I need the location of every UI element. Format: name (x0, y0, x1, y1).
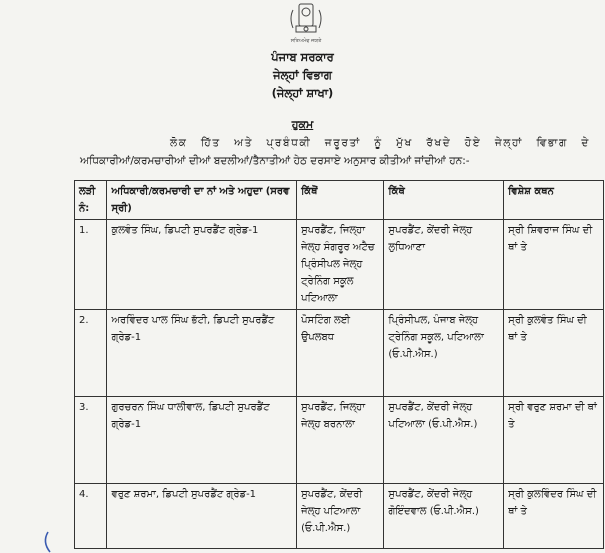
cell-name: ਕੁਲਵੰਤ ਸਿੰਘ, ਡਿਪਟੀ ਸੁਪਰਡੈਂਟ ਗ੍ਰੇਡ-1 (107, 220, 297, 310)
government-title: ਪੰਜਾਬ ਸਰਕਾਰ (271, 50, 334, 64)
cell-name: ਵਰੁਣ ਸ਼ਰਮਾ, ਡਿਪਟੀ ਸੁਪਰਡੈਂਟ ਗ੍ਰੇਡ-1 (107, 484, 297, 549)
branch-title: (ਜੇਲ੍ਹਾਂ ਸ਼ਾਖਾ) (271, 86, 334, 100)
cell-from: ਸੁਪਰਡੈਂਟ, ਜਿਲ੍ਹਾ ਜੇਲ੍ਹ ਸੰਗਰੂਰ ਅਟੈਚ ਪ੍ਰਿੰਸੀਪਲ ਜੇਲ੍ਹ ਟ੍ਰੇਨਿੰਗ ਸਕੂਲ ਪਟਿਆਲਾ (297, 220, 384, 310)
svg-text:ਸਤਿਅਮੇਵ ਜਯਤੇ: ਸਤਿਅਮੇਵ ਜਯਤੇ (290, 38, 322, 44)
header-remarks: ਵਿਸ਼ੇਸ਼ ਕਥਨ (504, 181, 604, 220)
header-to: ਕਿੱਥੇ (384, 181, 504, 220)
transfer-table (74, 180, 604, 549)
header-name: ਅਧਿਕਾਰੀ/ਕਰਮਚਾਰੀ ਦਾ ਨਾਂ ਅਤੇ ਅਹੁਦਾ (ਸਰਵ ਸ੍ਰੀ) (107, 181, 297, 220)
table-row (75, 220, 604, 310)
table-header-row (75, 181, 604, 220)
cell-serial: 4. (75, 484, 107, 549)
pen-mark-icon (40, 530, 80, 553)
cell-from: ਸੁਪਰਡੈਂਟ, ਜਿਲ੍ਹਾ ਜੇਲ੍ਹ ਬਰਨਾਲਾ (297, 397, 384, 484)
cell-serial: 2. (75, 310, 107, 397)
cell-serial: 3. (75, 397, 107, 484)
table-row (75, 397, 604, 484)
cell-to: ਪ੍ਰਿੰਸੀਪਲ, ਪੰਜਾਬ ਜੇਲ੍ਹ ਟ੍ਰੇਨਿੰਗ ਸਕੂਲ, ਪਟਿਆਲਾ (ਓ.ਪੀ.ਐਸ.) (384, 310, 504, 397)
cell-remarks: ਸ੍ਰੀ ਕੁਲਵੰਤ ਸਿੰਘ ਦੀ ਥਾਂ ਤੇ (504, 310, 604, 397)
cell-remarks: ਸ੍ਰੀ ਵਰੁਣ ਸ਼ਰਮਾ ਦੀ ਥਾਂ ਤੇ (504, 397, 604, 484)
cell-name: ਗੁਰਚਰਨ ਸਿੰਘ ਧਾਲੀਵਾਲ, ਡਿਪਟੀ ਸੁਪਰਡੈਂਟ ਗ੍ਰੇਡ-1 (107, 397, 297, 484)
department-title: ਜੇਲ੍ਹਾਂ ਵਿਭਾਗ (273, 68, 332, 82)
header-serial: ਲੜੀ ਨੰ: (75, 181, 107, 220)
table-row (75, 484, 604, 549)
order-intro-line-2: ਅਧਿਕਾਰੀਆਂ/ਕਰਮਚਾਰੀਆਂ ਦੀਆਂ ਬਦਲੀਆਂ/ਤੈਨਾਤੀਆਂ ਹੇਠ ਦਰਸਾਏ ਅਨੁਸਾਰ ਕੀਤੀਆਂ ਜਾਂਦੀਆਂ ਹਨ:- (80, 155, 470, 167)
cell-to: ਸੁਪਰਡੈਂਟ, ਕੇਂਦਰੀ ਜੇਲ੍ਹ ਲੁਧਿਆਣਾ (384, 220, 504, 310)
cell-from: ਪੋਸਟਿੰਗ ਲਈ ਉਪਲਬਧ (297, 310, 384, 397)
cell-to: ਸੁਪਰਡੈਂਟ, ਕੇਂਦਰੀ ਜੇਲ੍ਹ ਪਟਿਆਲਾ (ਓ.ਪੀ.ਐਸ.) (384, 397, 504, 484)
cell-from: ਸੁਪਰਡੈਂਟ, ਕੇਂਦਰੀ ਜੇਲ੍ਹ ਪਟਿਆਲਾ (ਓ.ਪੀ.ਐਸ.) (297, 484, 384, 549)
table-row (75, 310, 604, 397)
cell-remarks: ਸ੍ਰੀ ਸ਼ਿਵਰਾਜ ਸਿੰਘ ਦੀ ਥਾਂ ਤੇ (504, 220, 604, 310)
cell-serial: 1. (75, 220, 107, 310)
state-emblem-icon (279, 0, 333, 46)
order-intro-line-1: ਲੋਕ ਹਿੱਤ ਅਤੇ ਪ੍ਰਬੰਧਕੀ ਜਰੂਰਤਾਂ ਨੂੰ ਮੁੱਖ ਰੱਖਦੇ ਹੋਏ ਜੇਲ੍ਹਾਂ ਵਿਭਾਗ ਦੇ (170, 137, 590, 149)
cell-name: ਅਰਵਿੰਦਰ ਪਾਲ ਸਿੰਘ ਭੱਟੀ, ਡਿਪਟੀ ਸੁਪਰਡੈਂਟ ਗ੍ਰੇਡ-1 (107, 310, 297, 397)
order-title: ਹੁਕਮ (291, 118, 314, 131)
cell-remarks: ਸ੍ਰੀ ਕੁਲਵਿੰਦਰ ਸਿੰਘ ਦੀ ਥਾਂ ਤੇ (504, 484, 604, 549)
header-from: ਕਿੱਥੋਂ (297, 181, 384, 220)
cell-to: ਸੁਪਰਡੈਂਟ, ਕੇਂਦਰੀ ਜੇਲ੍ਹ ਗੋਇੰਦਵਾਲ (ਓ.ਪੀ.ਐਸ.) (384, 484, 504, 549)
